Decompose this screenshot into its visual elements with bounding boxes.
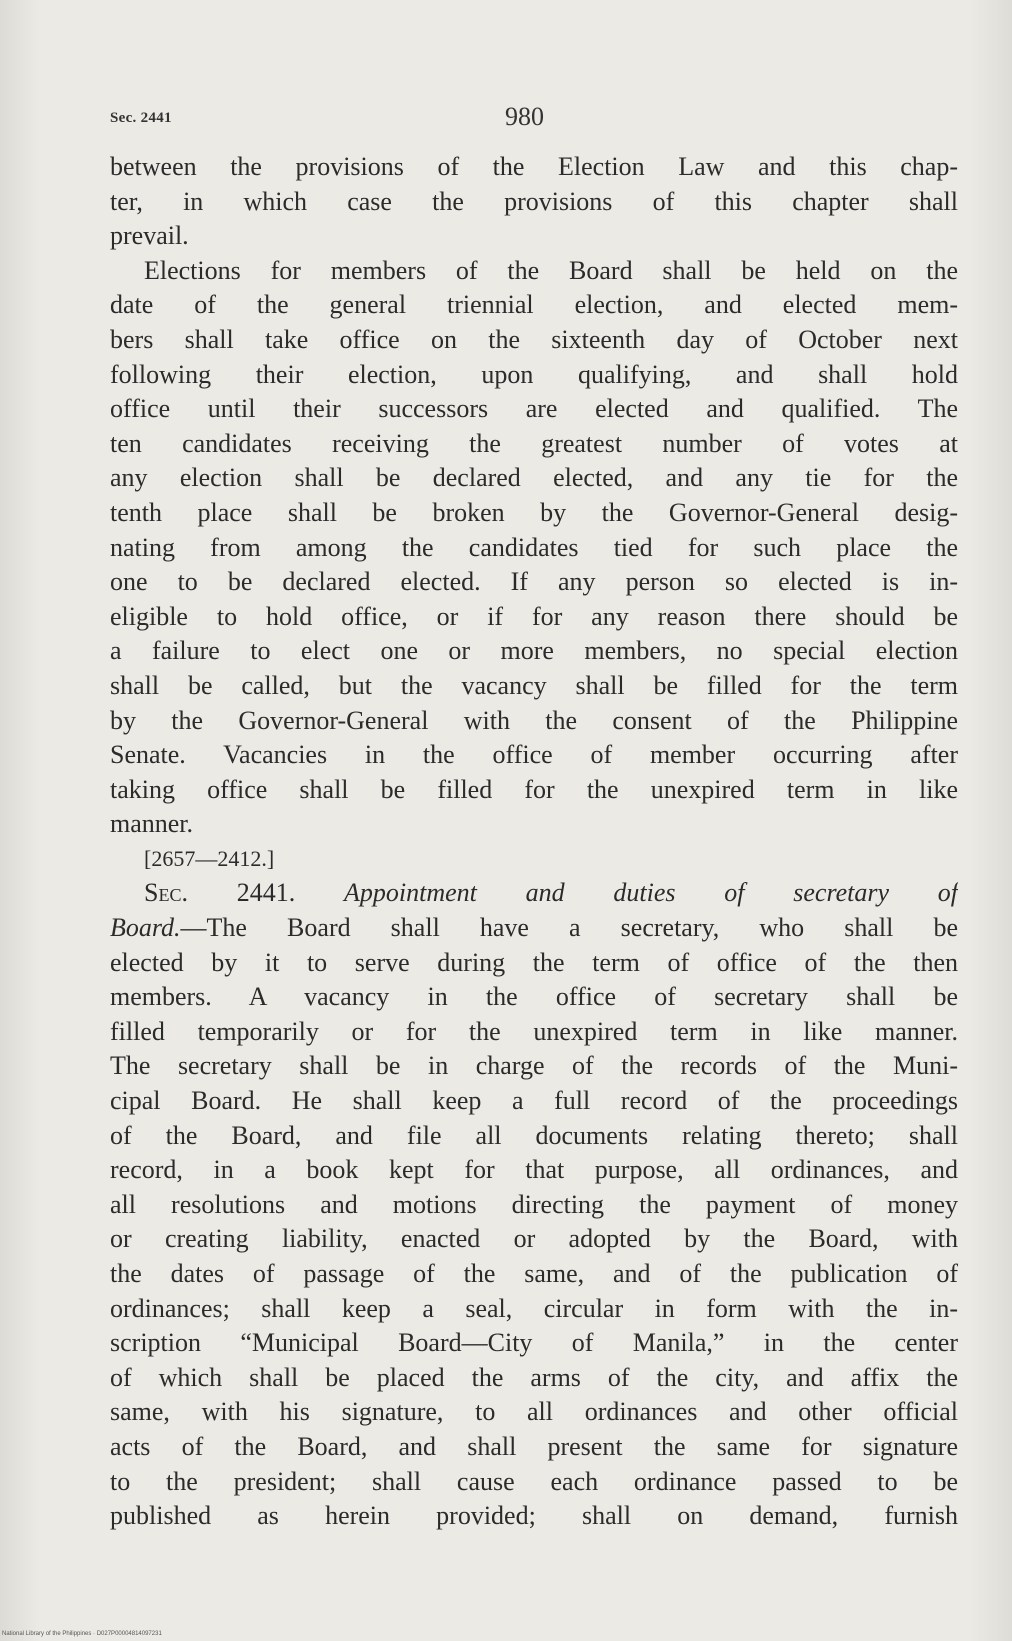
body-text (110, 150, 958, 1534)
section-title: Appointment and duties of secretary of (344, 878, 958, 908)
text-line: acts of the Board, and shall present the same for signature (110, 1431, 958, 1461)
text-line: published as herein provided; shall on demand, furnish (110, 1501, 958, 1531)
text-line: record, in a book kept for that purpose, all ordinances, and (110, 1155, 958, 1185)
section-label: Sec. 2441 (110, 110, 172, 126)
text-line: same, with his signature, to all ordinances and other official (110, 1397, 958, 1427)
text-line: scription “Municipal Board—City of Manila,” in the center (110, 1328, 958, 1358)
text-line: taking office shall be filled for the unexpired term in like (110, 774, 958, 804)
text-line: ordinances; shall keep a seal, circular in form with the in- (110, 1293, 958, 1323)
text-line: bers shall take office on the sixteenth day of October next (110, 324, 958, 354)
text-line: ten candidates receiving the greatest number of votes at (110, 428, 958, 458)
text-fragment: —The Board shall have a secretary, who shall be (180, 913, 958, 943)
text-line: prevail. (110, 221, 189, 251)
archive-stamp: National Library of the Philippines · D027P00004814097231 (2, 1631, 162, 1637)
section-heading-line-2 (110, 911, 958, 946)
text-line: any election shall be declared elected, and any tie for the (110, 463, 958, 493)
text-line: or creating liability, enacted or adopted by the Board, with (110, 1224, 958, 1254)
text-line: all resolutions and motions directing the payment of money (110, 1189, 958, 1219)
citation: [2657—2412.] (144, 845, 275, 871)
text-line: of which shall be placed the arms of the city, and affix the (110, 1362, 958, 1392)
text-line: date of the general triennial election, and elected mem- (110, 290, 958, 320)
page-number: 980 (505, 102, 544, 131)
text-line: eligible to hold office, or if for any reason there should be (110, 601, 958, 631)
text-line: filled temporarily or for the unexpired term in like manner. (110, 1016, 958, 1046)
section-heading-line (110, 876, 958, 911)
text-line: between the provisions of the Election Law and this chap- (110, 152, 958, 181)
text-line: Elections for members of the Board shall be held on the (144, 255, 958, 285)
text-line: ter, in which case the provisions of this chapter shall (110, 186, 958, 216)
text-line: elected by it to serve during the term of office of the then (110, 947, 958, 977)
text-line: one to be declared elected. If any person so elected is in- (110, 567, 958, 597)
text-line: manner. (110, 809, 194, 839)
text-line: nating from among the candidates tied for such place the (110, 532, 958, 562)
text-line: Senate. Vacancies in the office of member occurring after (110, 740, 958, 770)
text-line: following their election, upon qualifying, and shall hold (110, 359, 958, 389)
text-line: office until their successors are elected and qualified. The (110, 394, 958, 424)
section-number: Sec. 2441. (144, 878, 296, 908)
page-header (110, 102, 960, 138)
text-line: tenth place shall be broken by the Governor-General desig- (110, 497, 958, 527)
text-line: shall be called, but the vacancy shall be filled for the term (110, 670, 958, 700)
section-title-end: Board. (110, 913, 181, 943)
text-line: of the Board, and file all documents relating thereto; shall (110, 1120, 958, 1150)
text-line: to the president; shall cause each ordinance passed to be (110, 1466, 958, 1496)
text-line: The secretary shall be in charge of the records of the Muni- (110, 1051, 958, 1081)
text-line: cipal Board. He shall keep a full record of the proceedings (110, 1086, 958, 1116)
text-line: by the Governor-General with the consent of the Philippine (110, 705, 958, 735)
text-line: a failure to elect one or more members, no special election (110, 636, 958, 666)
text-line: the dates of passage of the same, and of the publication of (110, 1259, 958, 1288)
text-line: members. A vacancy in the office of secretary shall be (110, 982, 958, 1012)
